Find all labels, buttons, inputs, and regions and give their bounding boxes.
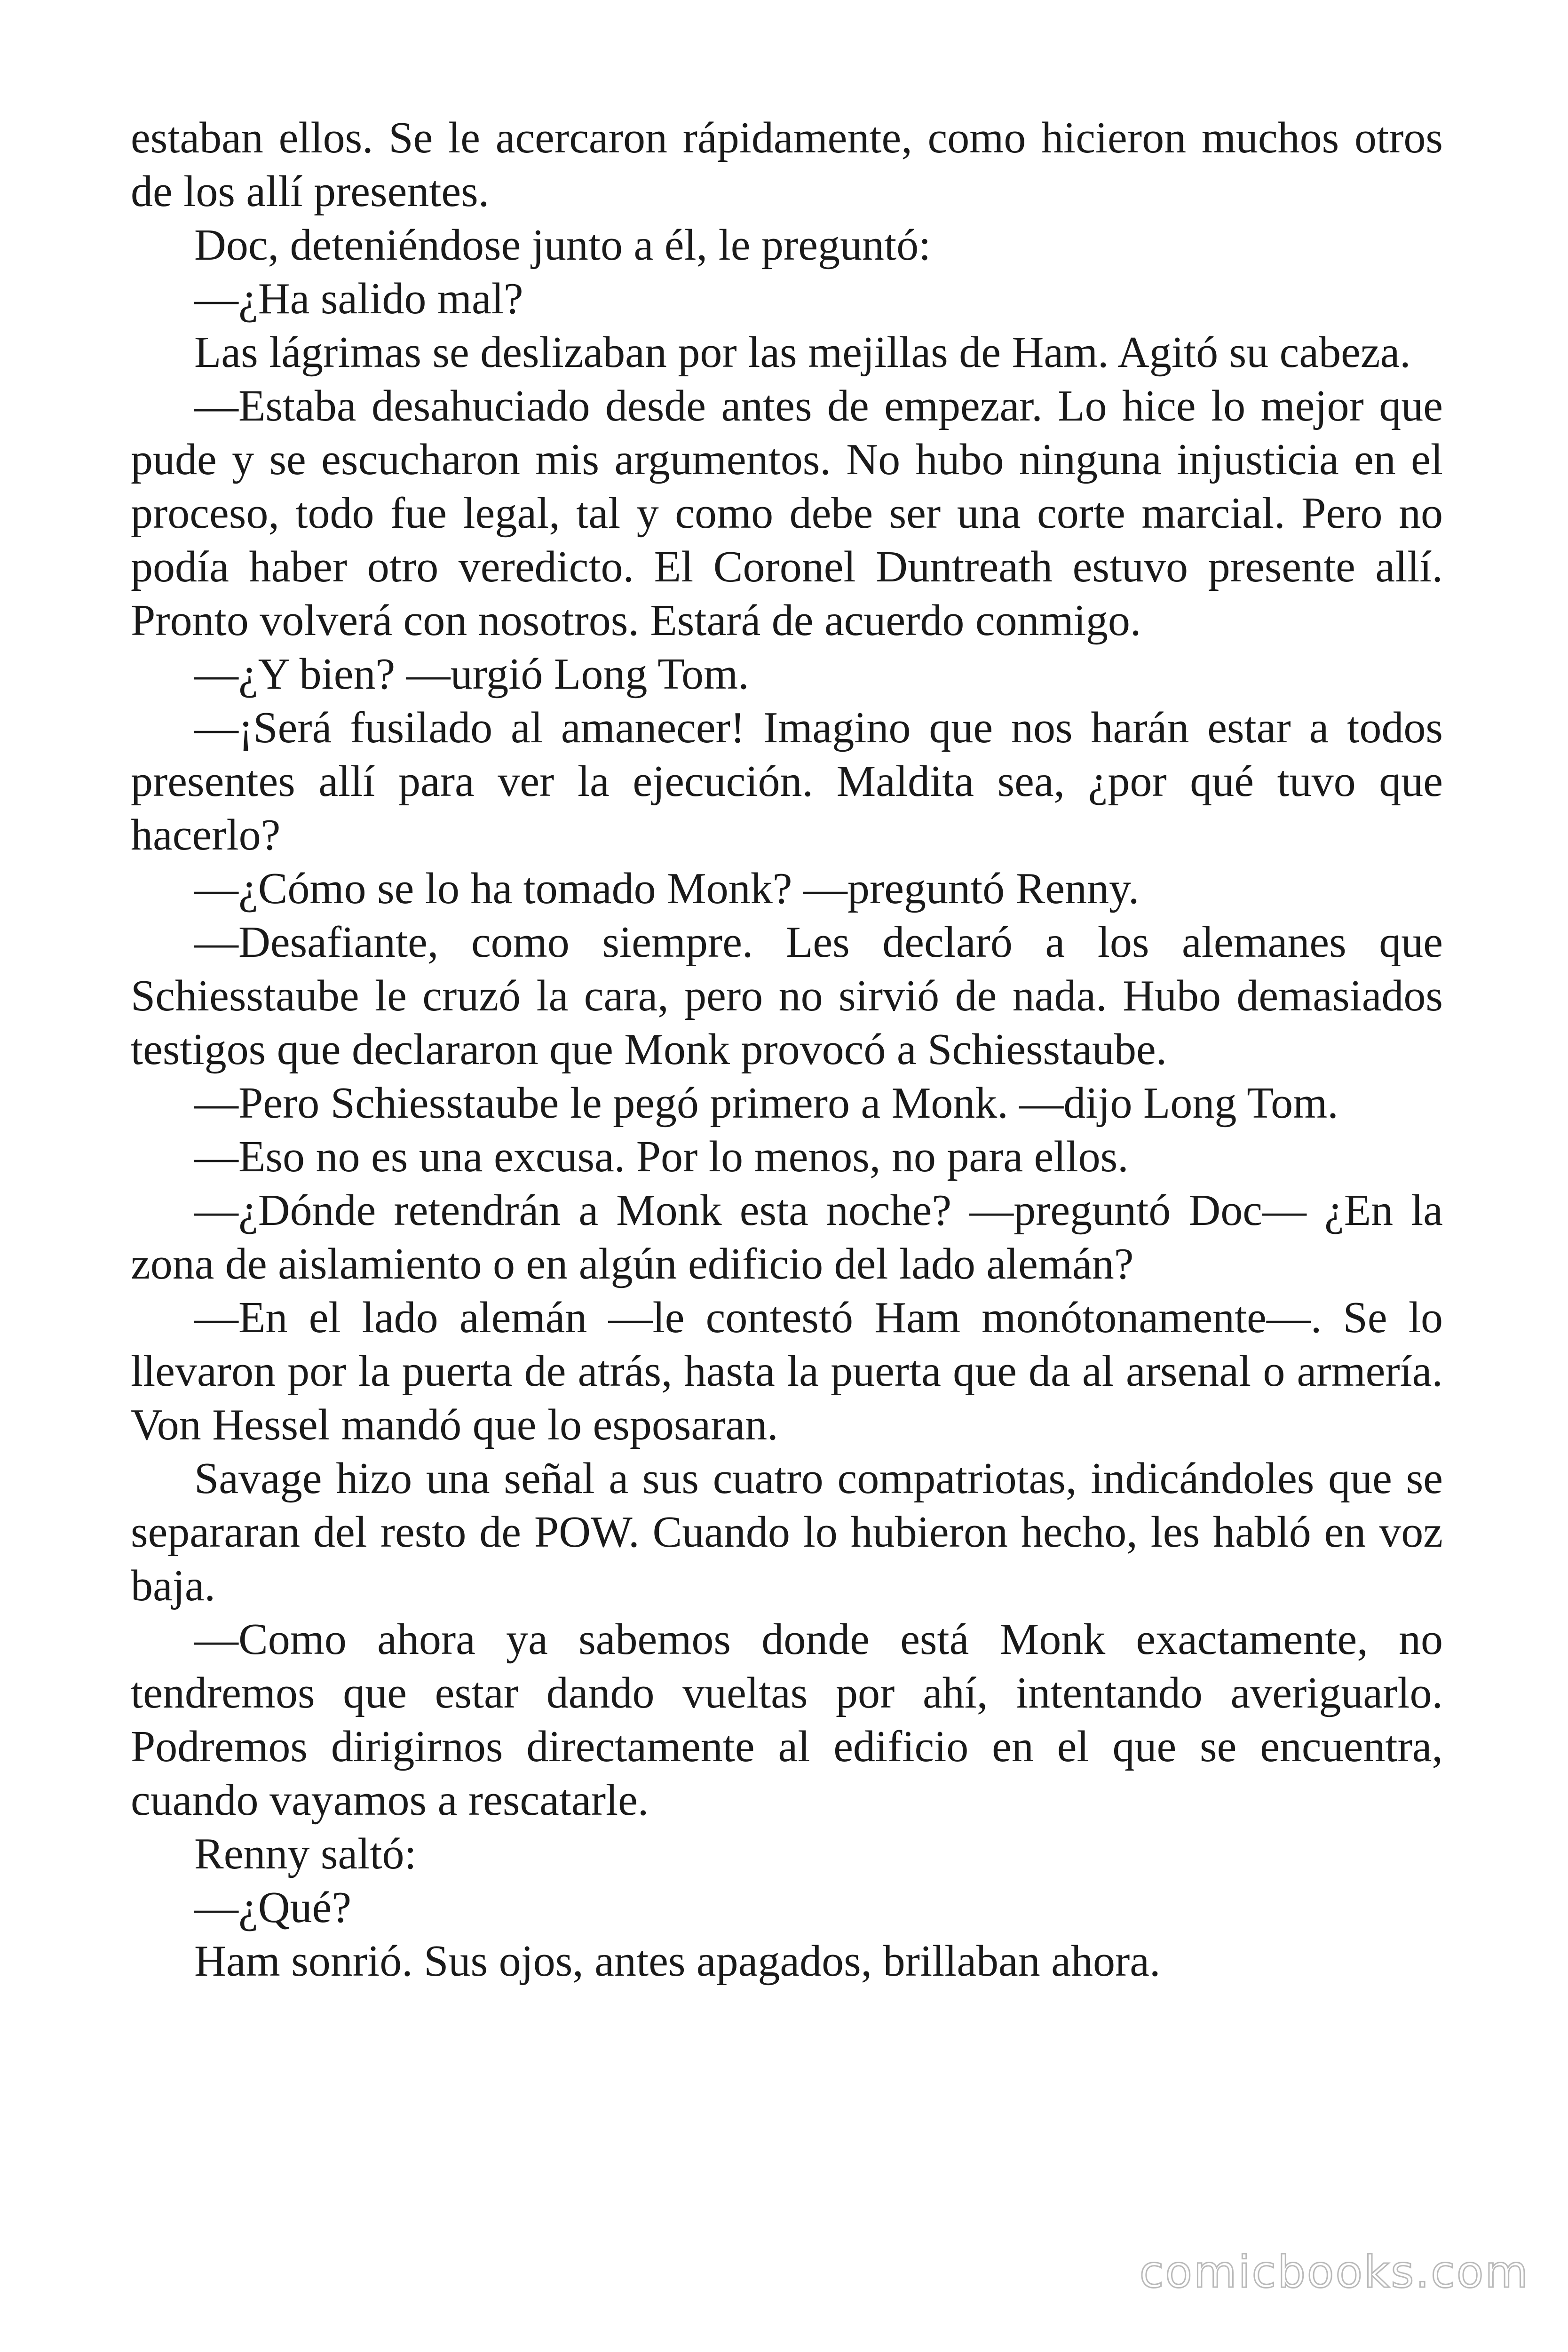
paragraph: —Como ahora ya sabemos donde está Monk exactamente, no tendremos que estar dando vueltas por ahí, intentando averiguarlo. Podremos dirigirnos directamente al edificio en el que se encuentra, cuando vayamos a rescatarle. [131,1615,1443,1825]
paragraph: —¿Cómo se lo ha tomado Monk? —preguntó Renny. [194,864,1140,913]
paragraph: —¿Y bien? —urgió Long Tom. [194,650,749,699]
paragraph: Las lágrimas se deslizaban por las mejillas de Ham. Agitó su cabeza. [194,328,1411,377]
paragraph: —Pero Schiesstaube le pegó primero a Monk. —dijo Long Tom. [194,1079,1338,1128]
watermark: comicbooks.com [1139,2247,1529,2298]
paragraph: Savage hizo una señal a sus cuatro compatriotas, indicándoles que se separaran del resto de POW. Cuando lo hubieron hecho, les habló en voz baja. [131,1454,1443,1610]
book-page-text [131,111,1443,1988]
paragraph: Doc, deteniéndose junto a él, le preguntó: [194,221,931,270]
paragraph: —En el lado alemán —le contestó Ham monótonamente—. Se lo llevaron por la puerta de atrás, hasta la puerta que da al arsenal o armería. Von Hessel mandó que lo esposaran. [131,1293,1443,1449]
paragraph: —Estaba desahuciado desde antes de empezar. Lo hice lo mejor que pude y se escucharon mis argumentos. No hubo ninguna injusticia en el proceso, todo fue legal, tal y como debe ser una corte marcial. Pero no podía haber otro veredicto. El Coronel Duntreath estuvo presente allí. Pronto volverá con nosotros. Estará de acuerdo conmigo. [131,381,1443,645]
paragraph: —Desafiante, como siempre. Les declaró a los alemanes que Schiesstaube le cruzó la cara, pero no sirvió de nada. Hubo demasiados testigos que declararon que Monk provocó a Schiesstaube. [131,918,1443,1074]
paragraph: —¿Ha salido mal? [194,274,523,323]
paragraph: Ham sonrió. Sus ojos, antes apagados, brillaban ahora. [194,1937,1161,1986]
paragraph: estaban ellos. Se le acercaron rápidamente, como hicieron muchos otros de los allí presentes. [131,113,1443,216]
paragraph: —¿Dónde retendrán a Monk esta noche? —preguntó Doc— ¿En la zona de aislamiento o en algún edificio del lado alemán? [131,1186,1443,1288]
paragraph: —Eso no es una excusa. Por lo menos, no para ellos. [194,1132,1129,1181]
paragraph: Renny saltó: [194,1829,417,1878]
paragraph: —¡Será fusilado al amanecer! Imagino que nos harán estar a todos presentes allí para ver la ejecución. Maldita sea, ¿por qué tuvo que hacerlo? [131,703,1443,859]
paragraph: —¿Qué? [194,1883,352,1932]
